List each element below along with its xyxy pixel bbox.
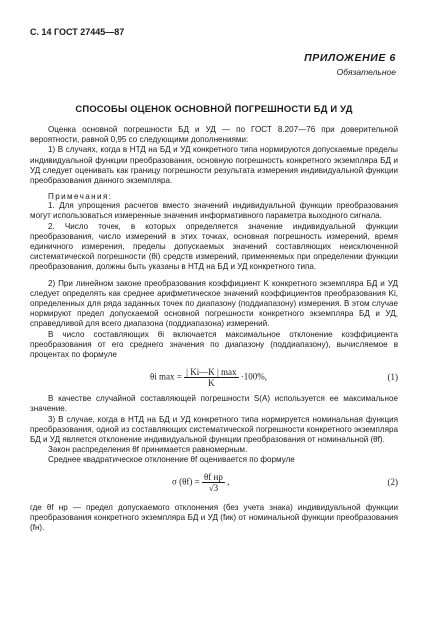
item-2-paragraph: 2) При линейном законе преобразования коэффициент K конкретного экземпляра БД и УД следует определять как среднее арифметическое значений коэффициентов преобразования Ki, определенных для ряда заданных точек по диапазону (поддиапазону) измерения. В этом случае нормируют предел допускаемой основной погрешности конкретного экземпляра БД и УД, справедливой для всего диапазона (поддиапазона) измерений.: [30, 278, 398, 329]
formula-1-lhs: θi max =: [150, 371, 182, 382]
after-formula-1: В качестве случайной составляющей погрешности S(A) используется ее максимальное значение.: [30, 394, 398, 414]
formula-2-lhs: σ (θf) =: [172, 476, 200, 487]
mean-square-intro: Среднее квадратическое отклонение θf оценивается по формуле: [48, 455, 295, 465]
formula-2-tail: ,: [227, 476, 230, 487]
formula-1-number: (1): [387, 372, 398, 383]
formula-2-denominator: √3: [208, 482, 219, 493]
note-2-paragraph: 2. Число точек, в которых определяется значение индивидуальной функции преобразования, число измерений в этих точках, основная погрешность измерений, время единичного измерения, пределы допускаемых значений составляющих неисключенной систематической погрешности (θi) средств измерений, применяемых при определении функции преобразования, должны быть указаны в НТД на БД и УД конкретного типа.: [30, 221, 398, 272]
distribution-law: Закон распределения θf принимается равномерным.: [48, 445, 248, 455]
formula-2-fraction: [202, 472, 225, 493]
formula-1-numerator: | Ki—K | max: [186, 367, 237, 378]
footer-definition: где θf нр — предел допускаемого отклонения (без учета знака) индивидуальной функции преобразования конкретного экземпляра БД и УД (fик) от номинальной функции преобразования (fн).: [30, 502, 398, 533]
appendix-status: Обязательное: [336, 67, 396, 77]
formula-1: [30, 360, 398, 394]
formula-1-denominator: K: [208, 378, 215, 389]
note-1-paragraph: 1. Для упрощения расчетов вместо значений индивидуальной функции преобразования могут использоваться измеренные значения информативного параметра выходного сигнала.: [30, 201, 398, 221]
formula-2-numerator: θf нр: [203, 471, 223, 482]
formula-2: [30, 466, 398, 500]
page-reference: С. 14 ГОСТ 27445—87: [30, 27, 125, 37]
item-2-continuation: В число составляющих θi включается максимальное отклонение коэффициента преобразования от его среднего значения по диапазону (поддиапазону), вычисляемое в процентах по формуле: [30, 329, 398, 360]
appendix-label: ПРИЛОЖЕНИЕ 6: [304, 52, 396, 64]
formula-2-number: (2): [387, 476, 398, 487]
formula-1-tail: ·100%,: [240, 371, 267, 382]
formula-1-fraction: [184, 367, 238, 388]
item-1-paragraph: 1) В случаях, когда в НТД на БД и УД конкретного типа нормируются допускаемые пределы индивидуальной функции преобразования, основную погрешность конкретного экземпляра БД и УД следует оценивать как границу погрешности результата измерения индивидуальной функции преобразования данного экземпляра.: [30, 145, 398, 186]
item-3-paragraph: 3) В случае, когда в НТД на БД и УД конкретного типа нормируется номинальная функция преобразования, одной из составляющих систематической погрешности конкретного экземпляра БД и УД является отклонение индивидуальной функции преобразования от номинальной (θf).: [30, 414, 398, 445]
document-body: [30, 125, 398, 533]
notes-heading: Примечания:: [48, 192, 113, 202]
intro-paragraph: Оценка основной погрешности БД и УД — по ГОСТ 8.207—76 при доверительной вероятности, равной 0,95 со следующими дополнениями:: [30, 125, 398, 145]
document-title: СПОСОБЫ ОЦЕНОК ОСНОВНОЙ ПОГРЕШНОСТИ БД И УД: [75, 103, 353, 114]
appendix-block: [304, 52, 396, 77]
